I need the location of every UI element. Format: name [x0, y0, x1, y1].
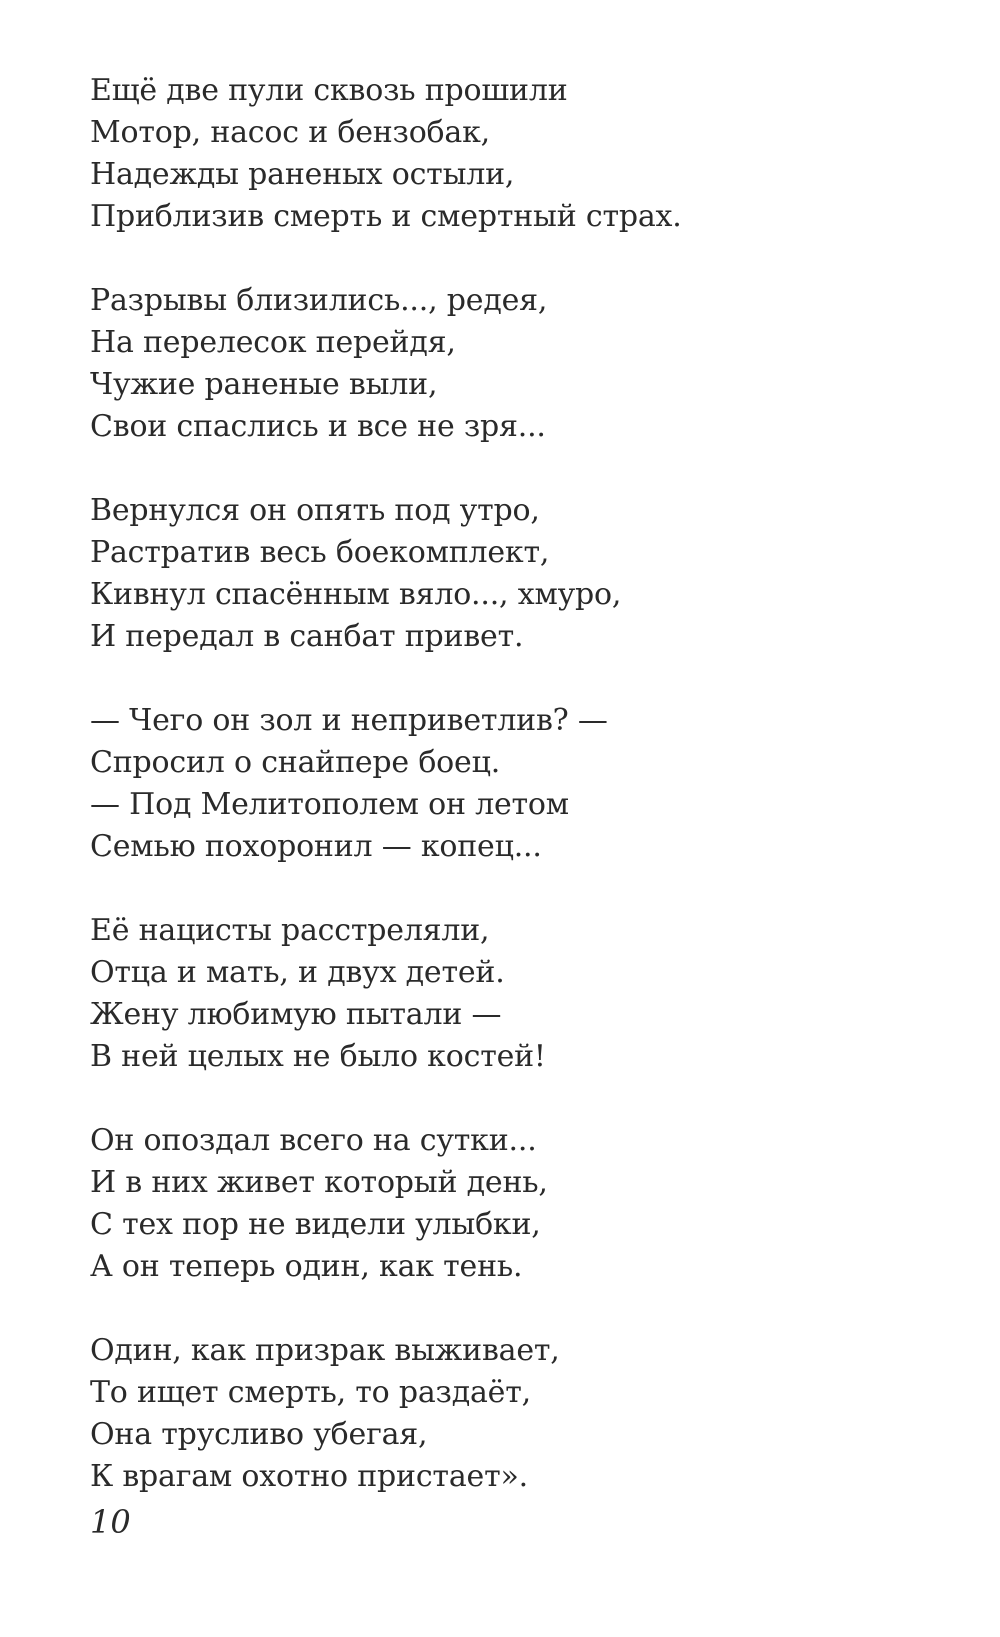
poem-body: [90, 70, 950, 1540]
stanza: [90, 700, 950, 868]
stanza: [90, 490, 950, 658]
page-number: 10: [90, 1503, 131, 1541]
poem-line: И в них живет который день,: [90, 1165, 548, 1200]
poem-line: Спросил о снайпере боец.: [90, 745, 501, 780]
poem-line: Отца и мать, и двух детей.: [90, 955, 505, 990]
poem-line: Кивнул спасённым вяло..., хмуро,: [90, 577, 622, 612]
poem-line: А он теперь один, как тень.: [90, 1249, 523, 1284]
poem-line: Растратив весь боекомплект,: [90, 535, 550, 570]
poem-line: На перелесок перейдя,: [90, 325, 456, 360]
poem-line: Надежды раненых остыли,: [90, 157, 515, 192]
poem-line: В ней целых не было костей!: [90, 1039, 546, 1074]
poem-line: Мотор, насос и бензобак,: [90, 115, 490, 150]
poem-line: Он опоздал всего на сутки...: [90, 1123, 537, 1158]
poem-line: Один, как призрак выживает,: [90, 1333, 560, 1368]
poem-line: Ещё две пули сквозь прошили: [90, 73, 568, 108]
poem-line: Жену любимую пытали —: [90, 997, 502, 1032]
poem-line: — Чего он зол и неприветлив? —: [90, 703, 608, 738]
poem-line: То ищет смерть, то раздаёт,: [90, 1375, 531, 1410]
stanza: [90, 280, 950, 448]
stanza: [90, 70, 950, 238]
poem-line: И передал в санбат привет.: [90, 619, 524, 654]
poem-line: С тех пор не видели улыбки,: [90, 1207, 541, 1242]
poem-line: Она трусливо убегая,: [90, 1417, 428, 1452]
stanza: [90, 1120, 950, 1288]
stanza: [90, 1330, 950, 1498]
poem-line: — Под Мелитополем он летом: [90, 787, 569, 822]
poem-line: Её нацисты расстреляли,: [90, 913, 490, 948]
poem-line: К врагам охотно пристает».: [90, 1459, 528, 1494]
poem-line: Свои спаслись и все не зря...: [90, 409, 546, 444]
poem-line: Чужие раненые выли,: [90, 367, 438, 402]
poem-line: Вернулся он опять под утро,: [90, 493, 540, 528]
poem-line: Разрывы близились..., редея,: [90, 283, 548, 318]
poem-line: Семью похоронил — копец...: [90, 829, 542, 864]
stanza: [90, 910, 950, 1078]
poem-line: Приблизив смерть и смертный страх.: [90, 199, 682, 234]
